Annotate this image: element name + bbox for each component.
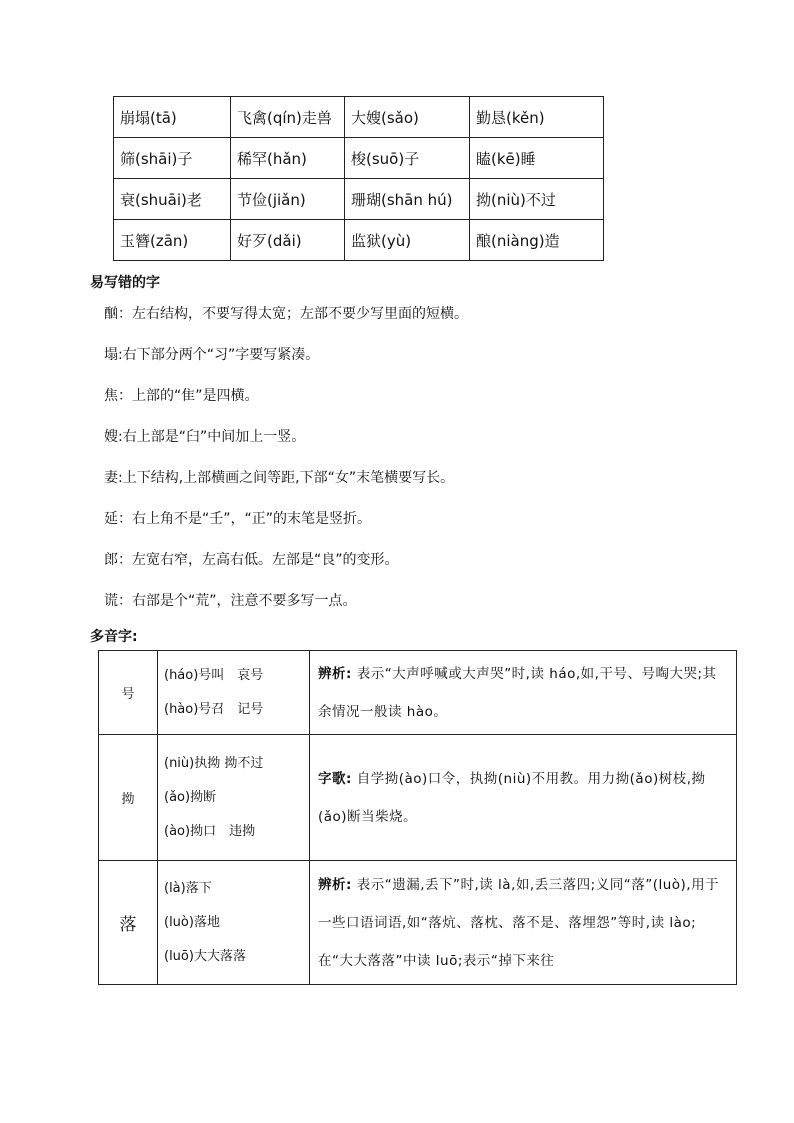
table-row	[114, 179, 604, 220]
polyphonic-table	[98, 650, 737, 985]
poly-char: 号	[99, 651, 158, 735]
easy-wrong-item: 谎：右部是个“荒”，注意不要多写一点。	[104, 593, 357, 609]
vocab-cell: 监狱(yù)	[345, 220, 470, 261]
table-row	[99, 735, 737, 861]
vocab-cell: 节俭(jiǎn)	[231, 179, 345, 220]
vocab-cell: 稀罕(hǎn)	[231, 138, 345, 179]
vocab-cell: 飞禽(qín)走兽	[231, 97, 345, 138]
poly-readings	[158, 735, 310, 861]
poly-reading: (là)落下	[164, 880, 212, 896]
table-row	[114, 97, 604, 138]
easy-wrong-item: 塌:右下部分两个“习”字要写紧凑。	[104, 347, 320, 363]
poly-note-label: 辨析:	[318, 665, 352, 682]
poly-reading: (ǎo)拗断	[164, 789, 217, 805]
easy-wrong-item: 妻:上下结构,上部横画之间等距,下部“女”末笔横要写长。	[104, 470, 455, 486]
vocab-table	[113, 96, 604, 261]
poly-note	[310, 651, 737, 735]
poly-reading: (ào)拗口 违拗	[164, 823, 256, 839]
table-row	[99, 651, 737, 735]
easy-wrong-item: 郎：左宽右窄，左高右低。左部是“良”的变形。	[104, 552, 399, 568]
poly-reading: (niù)执拗 拗不过	[164, 755, 264, 771]
easy-wrong-item: 嫂:右上部是“臼”中间加上一竖。	[104, 429, 306, 445]
vocab-cell: 大嫂(sǎo)	[345, 97, 470, 138]
easy-wrong-item: 酗：左右结构，不要写得太宽；左部不要少写里面的短横。	[104, 306, 468, 322]
poly-note-label: 辨析:	[318, 876, 352, 893]
vocab-cell: 酿(niàng)造	[470, 220, 604, 261]
table-row	[114, 138, 604, 179]
poly-reading: (luò)落地	[164, 914, 220, 930]
poly-reading: (hào)号召 记号	[164, 701, 264, 717]
vocab-cell: 筛(shāi)子	[114, 138, 231, 179]
vocab-cell: 梭(suō)子	[345, 138, 470, 179]
poly-readings	[158, 861, 310, 985]
poly-note	[310, 861, 737, 985]
poly-readings	[158, 651, 310, 735]
poly-note-text: 表示“遗漏,丢下”时,读 là,如,丢三落四;义同“落”(luò),用于一些口语词语,如“落炕、落枕、落不是、落埋怨”等时,读 lào;在“大大落落”中读 luō;表示“掉下来往	[318, 876, 720, 969]
vocab-cell: 瞌(kē)睡	[470, 138, 604, 179]
poly-reading: (luō)大大落落	[164, 948, 246, 964]
vocab-cell: 珊瑚(shān hú)	[345, 179, 470, 220]
easy-wrong-title: 易写错的字	[90, 275, 160, 291]
polyphonic-title: 多音字:	[90, 629, 138, 645]
poly-note	[310, 735, 737, 861]
easy-wrong-item: 延：右上角不是“壬”，“正”的末笔是竖折。	[104, 511, 372, 527]
vocab-cell: 好歹(dǎi)	[231, 220, 345, 261]
poly-note-label: 字歌:	[318, 770, 352, 787]
poly-note-text: 自学拗(ào)口令，执拗(niù)不用教。用力拗(ǎo)树枝,拗(ǎo)断当柴烧。	[318, 770, 706, 825]
vocab-cell: 玉簪(zān)	[114, 220, 231, 261]
easy-wrong-item: 焦：上部的“隹”是四横。	[104, 388, 259, 404]
table-row	[99, 861, 737, 985]
poly-char: 拗	[99, 735, 158, 861]
poly-char: 落	[99, 861, 158, 985]
vocab-cell: 勤恳(kěn)	[470, 97, 604, 138]
table-row	[114, 220, 604, 261]
poly-reading: (háo)号叫 哀号	[164, 667, 264, 683]
vocab-cell: 拗(niù)不过	[470, 179, 604, 220]
vocab-cell: 崩塌(tā)	[114, 97, 231, 138]
poly-note-text: 表示“大声呼喊或大声哭”时,读 háo,如,干号、号啕大哭;其余情况一般读 hào。	[318, 665, 717, 720]
vocab-cell: 衰(shuāi)老	[114, 179, 231, 220]
